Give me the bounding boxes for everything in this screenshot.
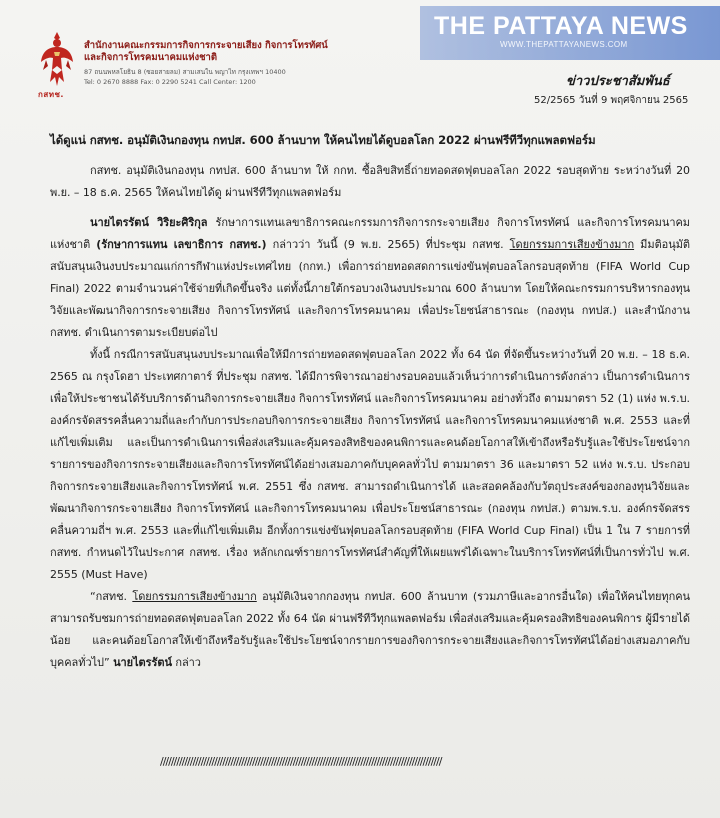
speaker-role-text: รักษาการแทนเลขาธิการคณะกรรมการกิจการกระจายเสียง กิจการโทรทัศน์ และกิจการโทรคมนาคมแห่งชาติ [50,216,690,251]
closing-separator: //////////////////////////////////////////////////////////////////////////////////////////////////////// [160,755,442,768]
paragraph-summary: กสทช. อนุมัติเงินกองทุน กทปส. 600 ล้านบาท ให้ กกท. ซื้อลิขสิทธิ์ถ่ายทอดสดฟุตบอลโลก 2022 รอบสุดท้าย ระหว่างวันที่ 20 พ.ย. – 18 ธ.ค. 2565 ให้คนไทยได้ดู ผ่านฟรีทีวีทุกแพลตฟอร์ม [50,164,690,199]
watermark-url: WWW.THEPATTAYANEWS.COM [500,40,628,49]
press-release-reference: 52/2565 วันที่ 9 พฤศจิกายน 2565 [534,95,689,106]
org-contact: Tel: 0 2670 8888 Fax: 0 2290 5241 Call Center: 1200 [84,78,256,86]
headline: ได้ดูแน่ กสทช. อนุมัติเงินกองทุน กทปส. 600 ล้านบาท ให้คนไทยได้ดูบอลโลก 2022 ผ่านฟรีทีวีทุกแพลตฟอร์ม [50,133,596,147]
org-name-line-1: สำนักงานคณะกรรมการกิจการกระจายเสียง กิจการโทรทัศน์ [84,40,328,51]
paragraph-announcement [50,212,690,344]
resolution-text: มีมติอนุมัติสนับสนุนเงินงบประมาณแก่การกีฬาแห่งประเทศไทย (กกท.) เพื่อการถ่ายทอดสดการแข่งขันฟุตบอลโลกรอบสุดท้าย (FIFA World Cup Final) 2022 ตามจำนวนค่าใช้จ่ายที่เกิดขึ้นจริง แต่ทั้งนี้ภายใต้กรอบวงเงินงบประมาณ 600 ล้านบาท โดยให้คณะกรรมการบริหารกองทุนวิจัยและพัฒนากิจการกระจายเสียง กิจการโทรทัศน์ และกิจการโทรคมนาคม เพื่อประโยชน์สาธารณะ (กองทุน กทปส.) และสำนักงาน กสทช. ดำเนินการตามระเบียบต่อไป [50,238,690,339]
article-body [50,160,690,674]
org-address: 87 ถนนพหลโยธิน 8 (ซอยสายลม) สามเสนใน พญาไท กรุงเทพฯ 10400 [84,68,286,76]
org-name-line-2: และกิจการโทรคมนาคมแห่งชาติ [84,52,218,63]
quote-majority-text: โดยกรรมการเสียงข้างมาก [132,590,257,603]
quote-text: อนุมัติเงินจากกองทุน กทปส. 600 ล้านบาท (รวมภาษีและอากรอื่นใด) เพื่อให้คนไทยทุกคนสามารถรับชมการถ่ายทอดสดฟุตบอลโลก 2022 ทั้ง 64 นัด ผ่านฟรีทีวีทุกแพลตฟอร์ม เพื่อส่งเสริมและคุ้มครองสิทธิของคนพิการ ผู้มีรายได้น้อย และคนด้อยโอกาสให้เข้าถึงหรือรับรู้และใช้ประโยชน์จากรายการของกิจการกระจายเสียงและกิจการโทรทัศน์ได้อย่างเสมอภาคกับบุคคลทั่วไป” [50,590,691,669]
organization-block [84,40,384,87]
quote-speaker: นายไตรรัตน์ [113,656,172,669]
announcement-text: กล่าวว่า วันนี้ (9 พ.ย. 2565) ที่ประชุม กสทช. [266,238,510,251]
press-release-label: ข่าวประชาสัมพันธ์ [566,74,670,89]
watermark-title: THE PATTAYA NEWS [434,12,688,40]
quote-end: กล่าว [171,656,201,669]
quote-open: “กสทช. [90,590,133,603]
emblem-label: กสทช. [38,90,64,99]
speaker-title: (รักษาการแทน เลขาธิการ กสทช.) [96,238,267,251]
majority-vote-text: โดยกรรมการเสียงข้างมาก [509,238,635,251]
paragraph-quote [50,586,690,674]
paragraph-rationale: ทั้งนี้ กรณีการสนับสนุนงบประมาณเพื่อให้มีการถ่ายทอดสดฟุตบอลโลก 2022 ทั้ง 64 นัด ที่จัดขึ้นระหว่างวันที่ 20 พ.ย. – 18 ธ.ค. 2565 ณ กรุงโดฮา ประเทศกาตาร์ ที่ประชุม กสทช. ได้มีการพิจารณาอย่างรอบคอบแล้วเห็นว่าการดำเนินการดังกล่าว เป็นการดำเนินการเพื่อให้ประชาชนได้รับบริการด้านกิจการกระจายเสียง กิจการโทรทัศน์ และกิจการโทรคมนาคม อย่างทั่วถึง ตามมาตรา 52 (1) แห่ง พ.ร.บ. องค์กรจัดสรรคลื่นความถี่และกำกับการประกอบกิจการกระจายเสียง กิจการโทรทัศน์ และกิจการโทรคมนาคมแห่งชาติ พ.ศ. 2553 และที่แก้ไขเพิ่มเติม และเป็นการดำเนินการเพื่อส่งเสริมและคุ้มครองสิทธิของคนพิการและคนด้อยโอกาสให้เข้าถึงหรือรับรู้และใช้ประโยชน์จากรายการของกิจการกระจายเสียงและกิจการโทรทัศน์ได้อย่างเสมอภาคกับบุคคลทั่วไป ตามมาตรา 36 และมาตรา 52 แห่ง พ.ร.บ. ประกอบกิจการกระจายเสียงและกิจการโทรทัศน์ พ.ศ. 2551 ซึ่ง กสทช. สามารถดำเนินการได้ และสอดคล้องกับวัตถุประสงค์ของกองทุนวิจัยและพัฒนากิจการกระจายเสียง กิจการโทรทัศน์ และกิจการโทรคมนาคม เพื่อประโยชน์สาธารณะ (กองทุน กทปส.) ตามพ.ร.บ. องค์กรจัดสรรคลื่นความถี่ฯ พ.ศ. 2553 และที่แก้ไขเพิ่มเติม อีกทั้งการแข่งขันฟุตบอลโลกรอบสุดท้าย (FIFA World Cup Final) เป็น 1 ใน 7 รายการที่ กสทช. กำหนดไว้ในประกาศ กสทช. เรื่อง หลักเกณฑ์รายการโทรทัศน์สำคัญที่ให้เผยแพร่ได้เฉพาะในบริการโทรทัศน์ที่เป็นการทั่วไป พ.ศ. 2555 (Must Have) [50,348,690,581]
speaker-name: นายไตรรัตน์ วิริยะศิริกุล [90,216,208,229]
watermark [420,6,720,60]
garuda-emblem-icon [40,30,74,90]
